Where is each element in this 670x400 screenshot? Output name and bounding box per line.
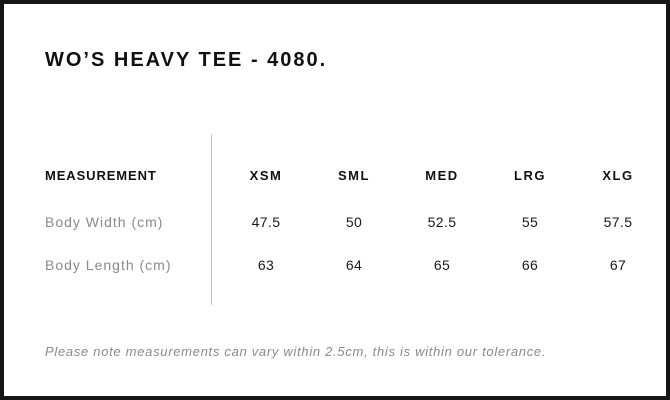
body-width-xlg: 57.5 (603, 214, 633, 230)
body-width-lrg: 55 (521, 214, 539, 230)
table-row-body-length (4, 255, 666, 275)
size-header-lrg: LRG (514, 168, 546, 183)
table-row-body-width (4, 212, 666, 232)
measurement-column-header: MEASUREMENT (45, 168, 157, 183)
body-length-sml: 64 (345, 257, 363, 273)
row-values-body-length (222, 255, 662, 275)
body-width-xsm: 47.5 (251, 214, 281, 230)
size-header-xlg: XLG (602, 168, 634, 183)
body-length-xsm: 63 (257, 257, 275, 273)
body-width-med: 52.5 (427, 214, 457, 230)
row-label-body-length: Body Length (cm) (45, 257, 172, 273)
body-length-xlg: 67 (609, 257, 627, 273)
body-length-med: 65 (433, 257, 451, 273)
size-column-headers (222, 166, 662, 186)
body-width-sml: 50 (345, 214, 363, 230)
body-length-lrg: 66 (521, 257, 539, 273)
page-title: WO’S HEAVY TEE - 4080. (45, 49, 328, 71)
tolerance-note: Please note measurements can vary within 2.5cm, this is within our tolerance. (45, 344, 547, 359)
row-values-body-width (222, 212, 662, 232)
size-table-header-row (4, 166, 666, 186)
row-label-body-width: Body Width (cm) (45, 214, 164, 230)
size-header-med: MED (425, 168, 459, 183)
size-header-sml: SML (338, 168, 370, 183)
size-header-xsm: XSM (249, 168, 283, 183)
